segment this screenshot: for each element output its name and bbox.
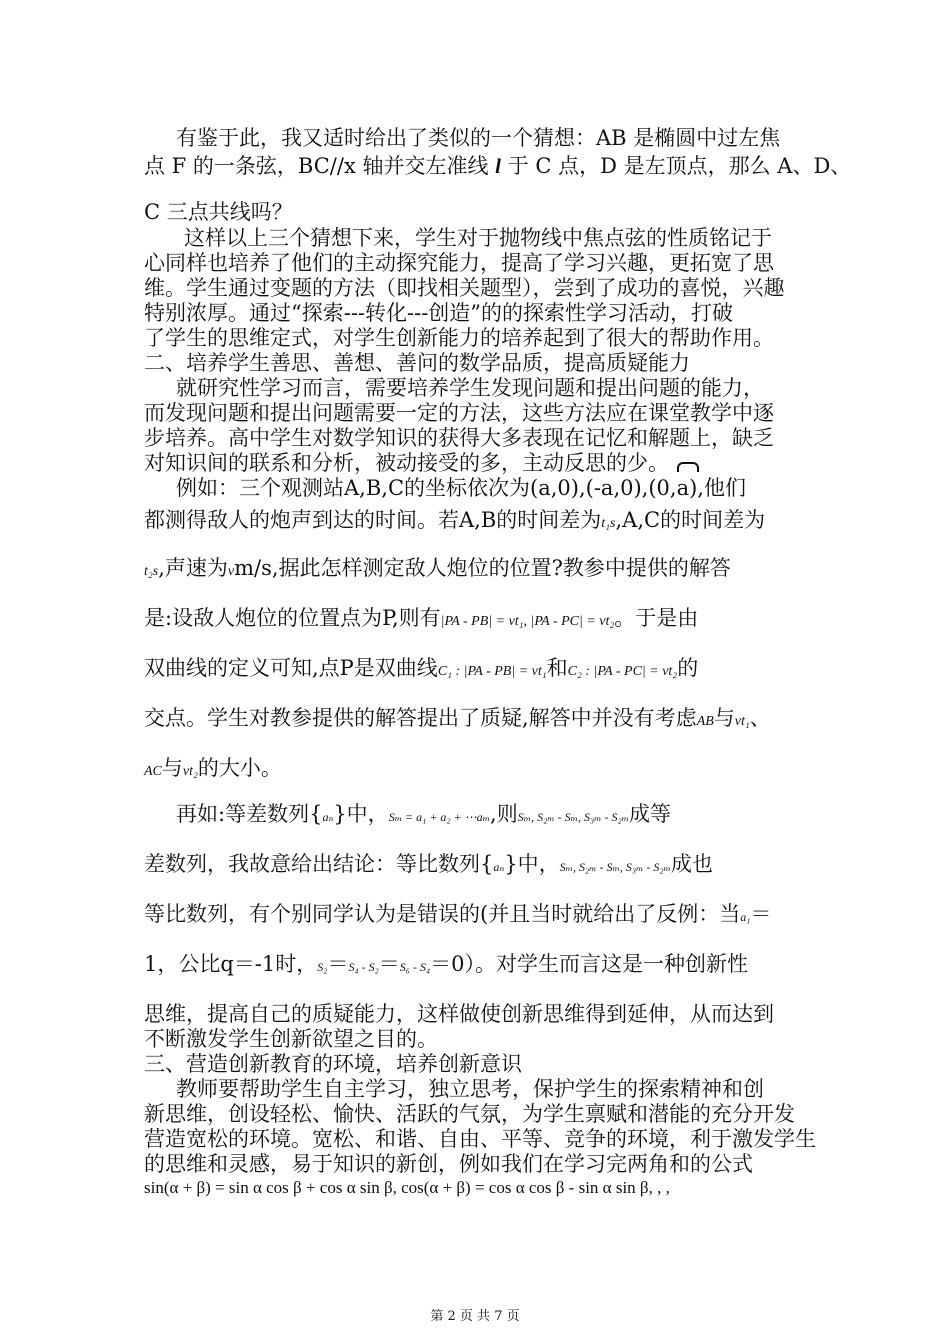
text-span: }中， <box>504 852 560 876</box>
section-heading: 三、营造创新教育的环境，培养创新意识 <box>144 1052 522 1076</box>
text-line: 的思维和灵感，易于知识的新创，例如我们在学习完两角和的公式 <box>144 1152 753 1176</box>
text-span: ,A,C的时间差为 <box>615 508 766 532</box>
math-var-l: l <box>495 154 502 178</box>
text-span: 于 C 点，D 是左顶点，那么 A、D、 <box>507 154 852 178</box>
math-s6-s4: S₆ - S₄ <box>399 960 431 974</box>
text-line: 维。学生通过变题的方法（即找相关题型），尝到了成功的喜悦，兴趣 <box>144 276 785 300</box>
text-line <box>144 656 824 681</box>
page-footer: 第 2 页 共 7 页 <box>430 1309 520 1324</box>
math-an: aₙ <box>322 810 334 824</box>
text-line <box>144 451 824 476</box>
text-line: 特别浓厚。通过“探索---转化---创造”的的探索性学习活动，打破 <box>144 301 734 325</box>
math-ac: AC <box>144 764 162 779</box>
math-vt1: vt₁ <box>734 714 750 729</box>
text-span: 交点。学生对教参提供的解答提出了质疑,解答中并没有考虑 <box>144 706 697 730</box>
text-line: 营造宽松的环境。宽松、和谐、自由、平等、竞争的环境，利于激发学生 <box>144 1127 816 1151</box>
text-line <box>144 852 824 877</box>
text-line <box>144 952 824 977</box>
text-span: 。于是由 <box>614 606 699 630</box>
arc-mark-icon <box>677 462 699 472</box>
text-line <box>144 606 824 631</box>
text-span: 与 <box>713 706 735 730</box>
text-span: 1，公比q＝-1时， <box>144 952 318 976</box>
math-t2s: t₂s <box>144 564 159 579</box>
text-line: 教师要帮助学生自主学习，独立思考，保护学生的探索精神和创 <box>176 1077 764 1101</box>
math-vt2: vt₂ <box>182 764 198 779</box>
text-span: m/s,据此怎样测定敌人炮位的位置?教参中提供的解答 <box>234 556 731 580</box>
text-span: 与 <box>161 756 183 780</box>
text-span: 再如:等差数列{ <box>176 802 323 826</box>
text-span: 等比数列，有个别同学认为是错误的(并且当时就给出了反例：当 <box>144 902 741 926</box>
text-span: ,则 <box>490 802 518 826</box>
math-ab: AB <box>696 714 714 729</box>
text-line: 了学生的思维定式，对学生创新能力的培养起到了很大的帮助作用。 <box>144 326 774 350</box>
text-line <box>176 802 856 827</box>
text-span: 都测得敌人的炮声到达的时间。若A,B的时间差为 <box>144 508 602 532</box>
math-sum: Sₘ = a₁ + a₂ + ⋯aₘ <box>388 810 491 824</box>
math-an: aₙ <box>493 860 505 874</box>
math-v: v <box>227 564 235 579</box>
text-line: 新思维，创设轻松、愉快、活跃的气氛，为学生禀赋和潜能的充分开发 <box>144 1102 795 1126</box>
text-span: 对知识间的联系和分析，被动接受的多，主动反思的少。 <box>144 451 669 475</box>
text-span: 的大小。 <box>197 756 282 780</box>
math-s2: S₂ <box>317 960 328 974</box>
text-span: 和 <box>546 656 568 680</box>
math-s4-s2: S₄ - S₂ <box>348 960 379 974</box>
text-span: 差数列，我故意给出结论：等比数列{ <box>144 852 494 876</box>
text-span: 成也 <box>670 852 713 876</box>
math-formula: |PA - PB| = vt₁, |PA - PC| = vt₂ <box>440 614 615 629</box>
text-span: ＝ <box>378 952 400 976</box>
text-line: 这样以上三个猜想下来，学生对于抛物线中焦点弦的性质铭记于 <box>184 226 772 250</box>
text-line <box>144 706 824 731</box>
text-line <box>144 556 824 581</box>
text-line <box>144 154 852 179</box>
text-span: ＝ <box>327 952 349 976</box>
text-span: 双曲线的定义可知,点P是双曲线 <box>144 656 438 680</box>
math-formula-line: sin(α + β) = sin α cos β + cos α sin β, cos(α + β) = cos α cos β - sin α sin β, , , <box>144 1178 670 1197</box>
text-line: C 三点共线吗？ <box>144 200 293 224</box>
text-span: 点 F 的一条弦，BC//x 轴并交左准线 <box>144 154 489 178</box>
text-line: 就研究性学习而言，需要培养学生发现问题和提出问题的能力， <box>176 376 764 400</box>
text-span: 的 <box>677 656 699 680</box>
text-line: 步培养。高中学生对数学知识的获得大多表现在记忆和解题上，缺乏 <box>144 426 774 450</box>
math-formula: C₁ : |PA - PB| = vt₁ <box>437 664 547 679</box>
text-line <box>144 508 824 533</box>
text-span: ＝0）。对学生而言这是一种创新性 <box>430 952 748 976</box>
text-span: 成等 <box>629 802 672 826</box>
text-span: 、 <box>749 706 771 730</box>
math-partial-sums: Sₘ, S₂ₘ - Sₘ, S₃ₘ - S₂ₘ <box>517 810 630 824</box>
math-t1s: t₁s <box>601 516 616 531</box>
math-formula: C₂ : |PA - PC| = vt₂ <box>567 664 678 679</box>
text-line <box>144 756 824 781</box>
text-line: 而发现问题和提出问题需要一定的方法，这些方法应在课堂教学中逐 <box>144 401 774 425</box>
math-partial-sums: Sₘ, S₂ₘ - Sₘ, S₃ₘ - S₂ₘ <box>559 860 671 874</box>
section-heading: 二、培养学生善思、善想、善问的数学品质，提高质疑能力 <box>144 351 690 375</box>
text-span: ＝ <box>750 902 772 926</box>
text-line <box>144 902 824 927</box>
text-line: 有鉴于此，我又适时给出了类似的一个猜想：AB 是椭圆中过左焦 <box>176 126 781 150</box>
text-span: 是:设敌人炮位的位置点为P,则有 <box>144 606 441 630</box>
text-line: 思维，提高自己的质疑能力，这样做使创新思维得到延伸，从而达到 <box>144 1002 774 1026</box>
text-line: 例如：三个观测站A,B,C的坐标依次为(a,0),(-a,0),(0,a),他们 <box>176 476 746 500</box>
text-line: 不断激发学生创新欲望之目的。 <box>144 1027 438 1051</box>
text-span: }中， <box>333 802 389 826</box>
text-span: ,声速为 <box>158 556 228 580</box>
math-a1: a₁ <box>740 910 751 924</box>
text-line: 心同样也培养了他们的主动探究能力，提高了学习兴趣，更拓宽了思 <box>144 251 774 275</box>
